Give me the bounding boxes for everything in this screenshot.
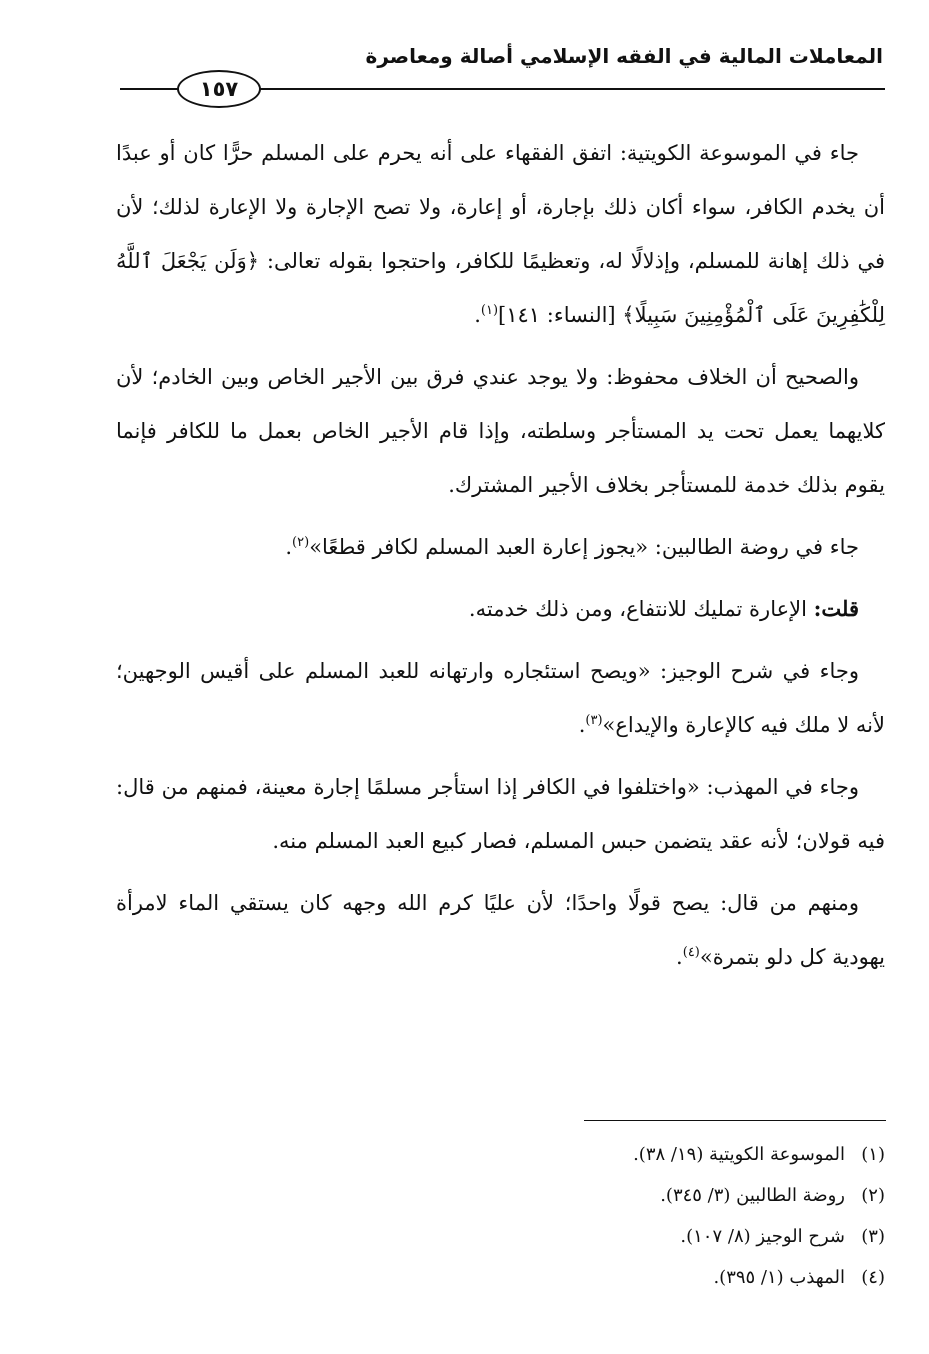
paragraph-correct-view	[116, 350, 885, 512]
footnote-ref-1: (١)	[480, 303, 499, 318]
paragraph-text: جاء في روضة الطالبين: «يجوز إعارة العبد المسلم لكافر قطعًا»	[309, 535, 859, 559]
paragraph-text: جاء في الموسوعة الكويتية: اتفق الفقهاء على أنه يحرم على المسلم حرًّا كان أو عبدًا أن يخدم الكافر، سواء أكان ذلك بإجارة، أو إعارة، ولا تصح الإجارة ولا الإعارة لذلك؛ لأن في ذلك إهانة للمسلم، وإذلالًا له، وتعظيمًا للكافر، واحتجوا بقوله تعالى: ﴿وَلَن يَجْعَلَ ٱللَّهُ لِلْكَٰفِرِينَ عَلَى ٱلْمُؤْمِنِينَ سَبِيلًا﴾ [النساء: ١٤١]	[116, 141, 885, 327]
paragraph-sharh-alwajiz	[116, 644, 885, 752]
paragraph-text: ومنهم من قال: يصح قولًا واحدًا؛ لأن عليًا كرم الله وجهه كان يستقي الماء لامرأة يهودية كل دلو بتمرة»	[116, 891, 885, 969]
footnote-item	[385, 1134, 885, 1175]
footnote-text: شرح الوجيز (٨/ ١٠٧).	[680, 1226, 845, 1247]
paragraph-end: .	[474, 303, 481, 327]
footnote-item	[385, 1257, 885, 1298]
paragraph-text: الإعارة تمليك للانتفاع، ومن ذلك خدمته.	[468, 597, 814, 621]
footnote-ref-2: (٢)	[292, 535, 310, 550]
footnote-item	[385, 1175, 885, 1216]
page-number: ١٥٧	[177, 70, 261, 108]
footnote-number: (٢)	[861, 1185, 885, 1206]
main-text	[116, 126, 885, 992]
paragraph-text: وجاء في المهذب: «واختلفوا في الكافر إذا استأجر مسلمًا إجارة معينة، فمنهم من قال: فيه قولان؛ لأنه عقد يتضمن حبس المسلم، فصار كبيع العبد المسلم منه.	[116, 775, 885, 853]
paragraph-lead: قلت:	[813, 596, 859, 621]
paragraph-almuhadhdhab	[116, 760, 885, 868]
footnote-ref-3: (٣)	[585, 713, 603, 728]
paragraph-second-opinion	[116, 876, 885, 984]
footnote-number: (١)	[861, 1144, 885, 1165]
footnotes-list	[385, 1134, 885, 1298]
paragraph-text: والصحيح أن الخلاف محفوظ: ولا يوجد عندي فرق بين الأجير الخاص وبين الخادم؛ لأن كلايهما يعمل تحت يد المستأجر وسلطته، وإذا قام الأجير الخاص بعمل ما للكافر فإنما يقوم بذلك خدمة للمستأجر بخلاف الأجير المشترك.	[116, 365, 885, 497]
paragraph-end: .	[285, 535, 293, 559]
footnote-text: المهذب (١/ ٣٩٥).	[713, 1267, 845, 1288]
footnote-number: (٤)	[861, 1267, 885, 1288]
footnote-item	[385, 1216, 885, 1257]
paragraph-rawdat-altalibin	[116, 520, 885, 574]
paragraph-kuwaiti-encyclopedia	[116, 126, 885, 342]
paragraph-author-note	[116, 582, 885, 636]
footnote-separator	[584, 1120, 886, 1121]
paragraph-end: .	[578, 713, 586, 737]
footnote-text: روضة الطالبين (٣/ ٣٤٥).	[660, 1185, 845, 1206]
running-header-title: المعاملات المالية في الفقه الإسلامي أصالة ومعاصرة	[365, 44, 883, 68]
paragraph-end: .	[676, 945, 683, 969]
footnote-number: (٣)	[861, 1226, 885, 1247]
footnote-ref-4: (٤)	[682, 945, 700, 960]
paragraph-text: وجاء في شرح الوجيز: «ويصح استئجاره وارتهانه للعبد المسلم على أقيس الوجهين؛ لأنه لا ملك فيه كالإعارة والإيداع»	[116, 659, 885, 737]
footnote-text: الموسوعة الكويتية (١٩/ ٣٨).	[633, 1144, 845, 1165]
